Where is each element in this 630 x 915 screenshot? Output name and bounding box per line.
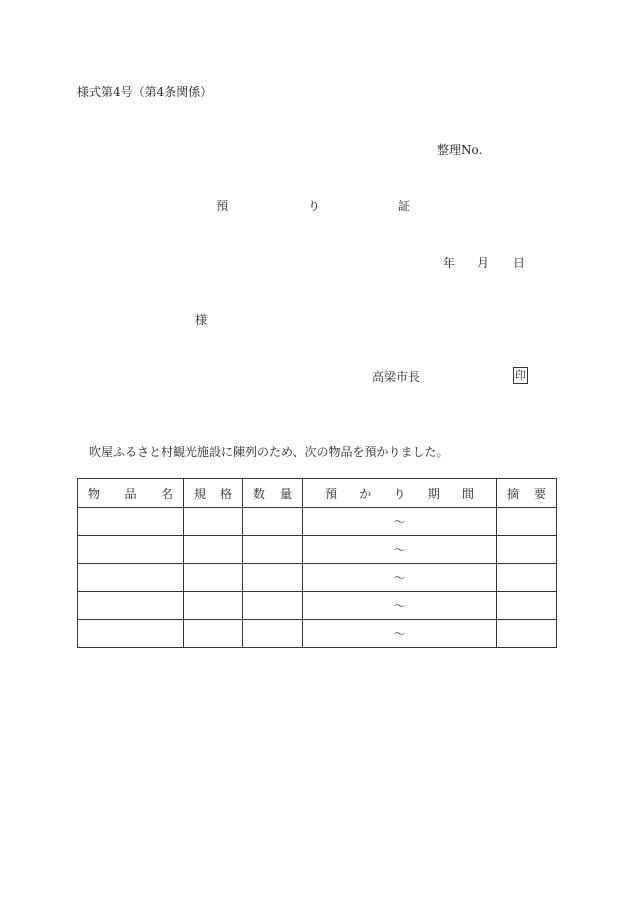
cell-remarks[interactable] bbox=[497, 620, 557, 648]
cell-remarks[interactable] bbox=[497, 508, 557, 536]
cell-item-name[interactable] bbox=[78, 620, 184, 648]
cell-remarks[interactable] bbox=[497, 536, 557, 564]
cell-spec[interactable] bbox=[184, 564, 243, 592]
cell-quantity[interactable] bbox=[243, 592, 303, 620]
document-title bbox=[160, 197, 440, 213]
cell-remarks[interactable] bbox=[497, 592, 557, 620]
table-row bbox=[78, 592, 557, 620]
cell-period[interactable]: ～ bbox=[303, 620, 497, 648]
header-item-name: 物 品 名 bbox=[78, 479, 184, 508]
cell-period[interactable]: ～ bbox=[303, 592, 497, 620]
cell-period[interactable]: ～ bbox=[303, 564, 497, 592]
header-period: 預 か り 期 間 bbox=[303, 479, 497, 508]
cell-quantity[interactable] bbox=[243, 620, 303, 648]
cell-item-name[interactable] bbox=[78, 536, 184, 564]
header-spec: 規 格 bbox=[184, 479, 243, 508]
cell-quantity[interactable] bbox=[243, 536, 303, 564]
header-remarks: 摘 要 bbox=[497, 479, 557, 508]
cell-item-name[interactable] bbox=[78, 592, 184, 620]
cell-spec[interactable] bbox=[184, 592, 243, 620]
title-char: 証 bbox=[398, 199, 411, 213]
date-year-label: 年 bbox=[443, 256, 456, 270]
date-line bbox=[443, 254, 525, 271]
recipient-suffix: 様 bbox=[195, 313, 208, 327]
title-char: り bbox=[308, 199, 321, 213]
title-char: 預 bbox=[216, 199, 229, 213]
cell-item-name[interactable] bbox=[78, 508, 184, 536]
header-quantity: 数 量 bbox=[243, 479, 303, 508]
cell-period[interactable]: ～ bbox=[303, 508, 497, 536]
table-row bbox=[78, 564, 557, 592]
cell-period[interactable]: ～ bbox=[303, 536, 497, 564]
reference-number-label: 整理No. bbox=[437, 143, 483, 157]
table-row bbox=[78, 536, 557, 564]
date-day-label: 日 bbox=[513, 256, 526, 270]
cell-spec[interactable] bbox=[184, 536, 243, 564]
table-row bbox=[78, 508, 557, 536]
issuer-name: 高梁市長 bbox=[372, 370, 421, 384]
statement-text: 吹屋ふるさと村観光施設に陳列のため、次の物品を預かりました。 bbox=[89, 445, 449, 459]
table-header-row bbox=[78, 479, 557, 508]
items-table bbox=[77, 478, 557, 648]
date-month-label: 月 bbox=[477, 256, 490, 270]
cell-item-name[interactable] bbox=[78, 564, 184, 592]
form-number: 様式第4号（第4条関係） bbox=[77, 85, 213, 99]
cell-spec[interactable] bbox=[184, 620, 243, 648]
cell-spec[interactable] bbox=[184, 508, 243, 536]
seal-mark: 印 bbox=[515, 369, 526, 382]
cell-quantity[interactable] bbox=[243, 564, 303, 592]
table-row bbox=[78, 620, 557, 648]
cell-remarks[interactable] bbox=[497, 564, 557, 592]
cell-quantity[interactable] bbox=[243, 508, 303, 536]
